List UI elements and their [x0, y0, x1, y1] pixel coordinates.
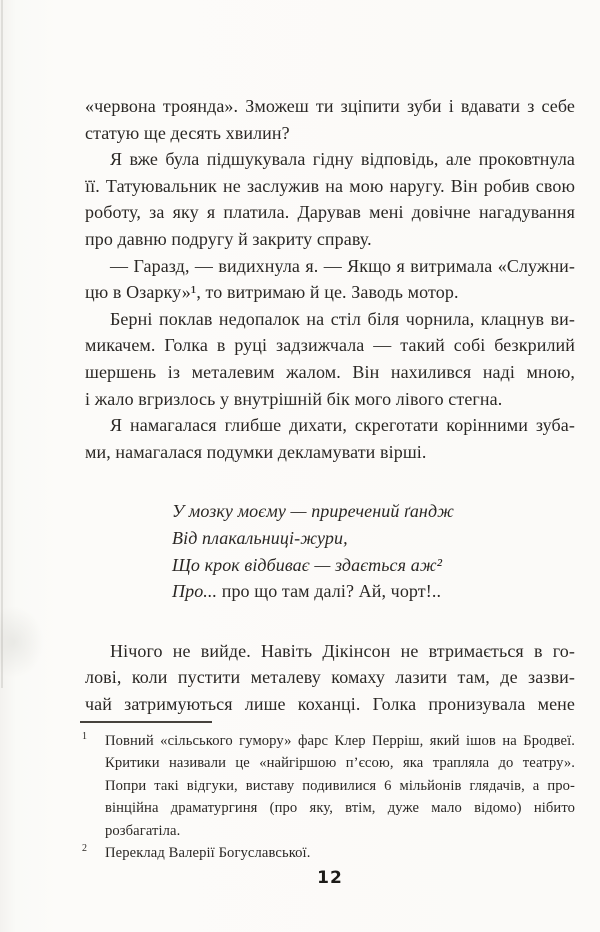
footnote-line: Попри такі відгуки, виставу подивилися 6 мільйонів глядачів, а про-	[105, 777, 575, 794]
footnote-line: вінційна драматургиня (про яку, втім, дуже мало відомо) нібито	[105, 800, 575, 817]
text-line: цю в Озарку»¹, то витримаю й це. Заводь мотор.	[85, 282, 459, 303]
text-line: ми, намагалася подумки декламувати вірші.	[85, 441, 427, 462]
text-line: статую ще десять хвилин?	[85, 122, 290, 143]
footnote-2	[80, 842, 575, 864]
text-line: Я вже була підшукувала гідну відповідь, але проковтнула	[110, 149, 575, 170]
text-line: і жало вгризлось у внутрішній бік мого лівого стегна.	[85, 388, 503, 409]
body-text	[85, 93, 575, 717]
paragraph-5	[85, 412, 575, 465]
text-line: Берні поклав недопалок на стіл біля чорнила, клацнув ви-	[110, 308, 575, 329]
footnote-line: Переклад Валерії Богуславської.	[105, 845, 311, 862]
poem-line	[172, 578, 575, 605]
footnote-2-marker: 2	[82, 843, 88, 855]
text-line: микачем. Голка в руці задзижчала — такий собі безкрилий	[85, 335, 575, 356]
paragraph-2	[85, 146, 575, 252]
scan-edge-artifact	[1, 0, 3, 688]
footnote-line: Повний «сільського гумору» фарс Клер Перріш, який ішов на Бродвеї.	[105, 733, 575, 749]
footnote-line: Критики називали це «найгіршою п’єсою, яка трапляла до театру».	[105, 755, 575, 772]
text-line: — Гаразд, — видихнула я. — Якщо я витримала «Служни-	[110, 255, 575, 276]
footnote-line: розбагатіла.	[105, 822, 181, 839]
text-line: «червона троянда». Зможеш ти зціпити зуби і вдавати з себе	[85, 96, 575, 116]
text-line: лові, коли пустити металеву комаху лазити там, де зазви-	[85, 667, 575, 688]
text-line: роботу, за яку я платила. Дарував мені довічне нагадування	[85, 202, 575, 223]
scan-smudge-artifact	[0, 606, 44, 678]
text-line: Нічого не вийде. Навіть Дікінсон не втримається в го-	[110, 640, 575, 661]
text-line: про давню подругу й закриту справу.	[85, 228, 372, 249]
footnote-1-marker: 1	[82, 731, 88, 742]
paragraph-6	[85, 638, 575, 718]
text-line: чай затримуються лише коханці. Голка пронизувала мене	[85, 693, 575, 714]
text-line: її. Татуювальник не заслужив на мою наругу. Він робив свою	[85, 175, 575, 196]
text-line: Я намагалася глибше дихати, скреготати корінними зуба-	[110, 415, 575, 436]
page-number: 12	[317, 868, 343, 888]
poem-line-roman-part: про що там далі? Ай, чорт!..	[217, 581, 442, 602]
text-line: шершень із металевим жалом. Він нахилився наді мною,	[85, 361, 575, 382]
footnotes-section	[80, 730, 575, 864]
paragraph-3-dialogue	[85, 253, 575, 306]
poem-line: У мозку моєму — приречений ґандж	[172, 501, 455, 522]
footnote-separator-rule	[80, 721, 212, 723]
paragraph-4	[85, 306, 575, 412]
footnote-1	[80, 730, 575, 842]
paragraph-1	[85, 93, 575, 146]
poem-quote	[172, 498, 575, 604]
poem-line-italic-part: Про...	[172, 581, 218, 602]
poem-line: Що крок відбиває — здається аж²	[172, 554, 443, 575]
poem-line: Від плакальниці-жури,	[172, 527, 348, 548]
